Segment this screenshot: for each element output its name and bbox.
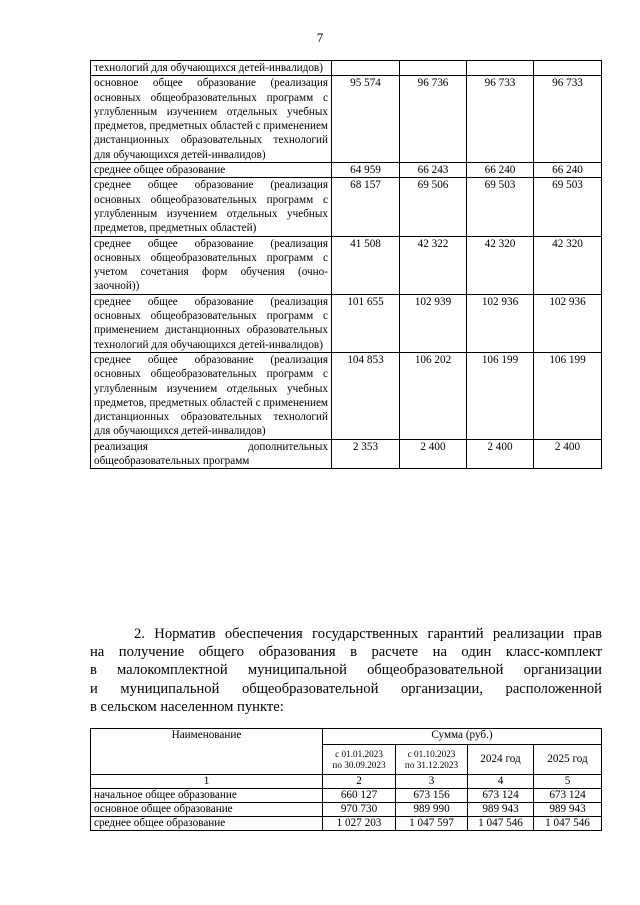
row-value: 2 400 bbox=[400, 439, 467, 469]
section-2-paragraph bbox=[90, 625, 602, 716]
col-number: 4 bbox=[468, 775, 534, 789]
paragraph-line: в сельском населенном пункте: bbox=[90, 698, 284, 715]
paragraph-line: 2. Норматив обеспечения государственных гарантий реализации прав bbox=[134, 626, 602, 642]
row-value: 106 202 bbox=[400, 352, 467, 439]
row-value: 970 730 bbox=[323, 803, 396, 817]
row-value: 1 047 546 bbox=[468, 817, 534, 831]
row-value: 102 936 bbox=[467, 294, 534, 352]
col-header-period-2 bbox=[396, 745, 468, 775]
row-value: 41 508 bbox=[332, 236, 400, 294]
col-number: 1 bbox=[91, 775, 323, 789]
row-name: начальное общее образование bbox=[91, 789, 323, 803]
row-value: 2 400 bbox=[534, 439, 602, 469]
row-name: среднее общее образование bbox=[91, 163, 332, 178]
row-value: 106 199 bbox=[467, 352, 534, 439]
col-header-line: по 30.09.2023 bbox=[332, 759, 386, 770]
row-value: 660 127 bbox=[323, 789, 396, 803]
table-row bbox=[91, 163, 602, 178]
row-value: 106 199 bbox=[534, 352, 602, 439]
row-value: 989 943 bbox=[534, 803, 602, 817]
col-header-2024: 2024 год bbox=[468, 745, 534, 775]
col-number: 3 bbox=[396, 775, 468, 789]
row-name: среднее общее образование (реализация основных общеобразовательных программ с углубленным изучением отдельных учебных предметов, предметных областей с применением дистанционных образовательных технологий для обучающихся детей-инвалидов) bbox=[91, 352, 332, 439]
row-value: 1 047 546 bbox=[534, 817, 602, 831]
row-value: 64 959 bbox=[332, 163, 400, 178]
header-sum: Сумма (руб.) bbox=[323, 729, 602, 745]
table-row bbox=[91, 76, 602, 163]
row-name: основное общее образование (реализация основных общеобразовательных программ с углубленным изучением отдельных учебных предметов, предметных областей с применением дистанционных образовательных технологий для обучающихся детей-инвалидов) bbox=[91, 76, 332, 163]
paragraph-line: и муниципальной общеобразовательной организации, расположенной bbox=[90, 680, 602, 697]
row-name: среднее общее образование bbox=[91, 817, 323, 831]
col-header-period-1 bbox=[323, 745, 396, 775]
row-value: 69 503 bbox=[534, 178, 602, 236]
row-value: 104 853 bbox=[332, 352, 400, 439]
row-value: 673 156 bbox=[396, 789, 468, 803]
rural-class-norm-table bbox=[90, 728, 602, 831]
row-value: 989 943 bbox=[468, 803, 534, 817]
col-header-2025: 2025 год bbox=[534, 745, 602, 775]
row-value: 989 990 bbox=[396, 803, 468, 817]
table-row bbox=[91, 817, 602, 831]
col-number: 2 bbox=[323, 775, 396, 789]
row-value: 2 400 bbox=[467, 439, 534, 469]
paragraph-line: в малокомплектной муниципальной общеобразовательной организации bbox=[90, 662, 602, 679]
header-name: Наименование bbox=[91, 729, 323, 775]
table-row bbox=[91, 294, 602, 352]
table-row bbox=[91, 352, 602, 439]
row-value: 102 939 bbox=[400, 294, 467, 352]
row-value: 66 240 bbox=[467, 163, 534, 178]
row-value: 96 733 bbox=[467, 76, 534, 163]
row-value: 42 320 bbox=[467, 236, 534, 294]
table-row bbox=[91, 236, 602, 294]
row-value bbox=[400, 61, 467, 76]
row-value: 69 503 bbox=[467, 178, 534, 236]
row-value: 96 736 bbox=[400, 76, 467, 163]
row-value: 66 243 bbox=[400, 163, 467, 178]
row-value: 95 574 bbox=[332, 76, 400, 163]
col-number: 5 bbox=[534, 775, 602, 789]
paragraph-line: на получение общего образования в расчете на один класс-комплект bbox=[90, 644, 602, 661]
row-value: 101 655 bbox=[332, 294, 400, 352]
row-value: 102 936 bbox=[534, 294, 602, 352]
table-row bbox=[91, 61, 602, 76]
row-value bbox=[332, 61, 400, 76]
row-value: 1 047 597 bbox=[396, 817, 468, 831]
table-row bbox=[91, 178, 602, 236]
row-value: 42 320 bbox=[534, 236, 602, 294]
row-value: 42 322 bbox=[400, 236, 467, 294]
row-name: технологий для обучающихся детей-инвалидов) bbox=[91, 61, 332, 76]
row-value: 2 353 bbox=[332, 439, 400, 469]
col-header-line: по 31.12.2023 bbox=[404, 759, 459, 770]
row-value bbox=[534, 61, 602, 76]
row-value: 69 506 bbox=[400, 178, 467, 236]
row-value: 68 157 bbox=[332, 178, 400, 236]
row-value: 673 124 bbox=[468, 789, 534, 803]
col-header-line: с 01.01.2023 bbox=[335, 749, 383, 759]
row-value: 96 733 bbox=[534, 76, 602, 163]
row-value: 66 240 bbox=[534, 163, 602, 178]
row-name: среднее общее образование (реализация основных общеобразовательных программ с применением дистанционных образовательных технологий для обучающихся детей-инвалидов) bbox=[91, 294, 332, 352]
row-name: реализация дополнительных общеобразовательных программ bbox=[91, 439, 332, 469]
row-value: 1 027 203 bbox=[323, 817, 396, 831]
row-name: среднее общее образование (реализация основных общеобразовательных программ с углубленным изучением отдельных учебных предметов, предметных областей) bbox=[91, 178, 332, 236]
table-row bbox=[91, 789, 602, 803]
row-value: 673 124 bbox=[534, 789, 602, 803]
table-row bbox=[91, 439, 602, 469]
row-name: среднее общее образование (реализация основных общеобразовательных программ с учетом сочетания форм обучения (очно-заочной)) bbox=[91, 236, 332, 294]
funding-table-continued bbox=[90, 60, 602, 469]
page-number: 7 bbox=[316, 30, 324, 45]
col-header-line: с 01.10.2023 bbox=[407, 749, 456, 759]
table-row bbox=[91, 803, 602, 817]
row-name: основное общее образование bbox=[91, 803, 323, 817]
row-value bbox=[467, 61, 534, 76]
